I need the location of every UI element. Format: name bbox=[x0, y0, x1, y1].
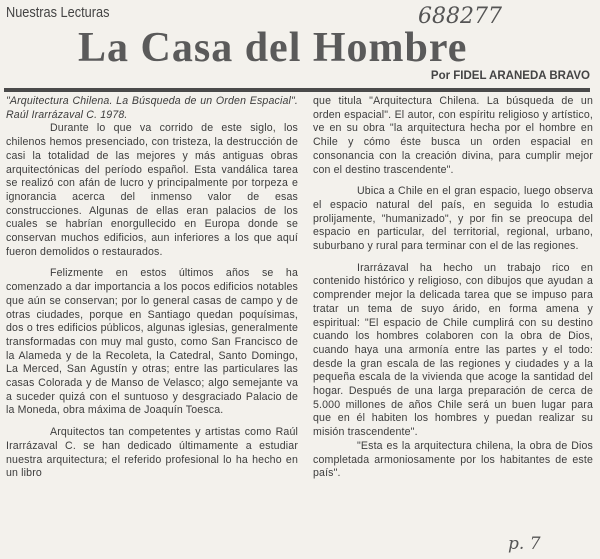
paragraph: Arquitectos tan competentes y artistas como Raúl Irarrázaval C. se han dedicado últimamente a estudiar nuestra arquitectura; el referido profesional lo ha hecho en un libro bbox=[6, 426, 298, 480]
paragraph: "Esta es la arquitectura chilena, la obra de Dios completada armoniosamente por los habitantes de este país". bbox=[313, 439, 593, 480]
header-divider bbox=[4, 88, 590, 92]
article-title: La Casa del Hombre bbox=[78, 25, 468, 71]
book-citation: "Arquitectura Chilena. La Búsqueda de un Orden Espacial". Raúl Irarrázaval C. 1978. bbox=[6, 95, 298, 121]
paragraph-continuation: que titula "Arquitectura Chilena. La búsqueda de un orden espacial". El autor, con espíritu religioso y artístico, ve en su obra "la arquitectura hecha por el hombre en Chile y cómo éste busca un orden espacial en consonancia con la creación divina, para cumplir mejor con el destino trascendente". bbox=[313, 95, 593, 176]
handwritten-reference-number: 688277 bbox=[418, 4, 502, 29]
paragraph: Ubica a Chile en el gran espacio, luego observa el espacio natural del país, en seguida lo estudia prolijamente, "humanizado", y por fin se preocupa del espacio en particular, del territorial, regional, urbano, suburbano y rural para terminar con el de las regiones. bbox=[313, 185, 593, 253]
paragraph: Felizmente en estos últimos años se ha comenzado a dar importancia a los pocos edificios notables que aún se conservan; por lo general casas de campo y de otras ciudades, porque en Santiago quedan poquísimas, dos o tres edificios públicos, algunas iglesias, generalmente transformadas con muy mal gusto, como San Francisco de la Alameda y de la Recoleta, la Catedral, Santo Domingo, La Merced, San Agustín y otras; entre las particulares las casas Colorada y de Manso de Velasco; algo semejante va a suceder quizá con el suntuoso y desgraciado Palacio de la Moneda, obra máxima de Joaquín Toesca. bbox=[6, 267, 298, 417]
handwritten-page-note: p. 7 bbox=[508, 534, 541, 554]
paragraph: Durante lo que va corrido de este siglo, los chilenos hemos presenciado, con tristeza, la destrucción de casi la totalidad de las mejores y más antiguas obras arquitectónicas del período español. Esta vandálica tarea se realizó con afán de lucro y principalmente por torpeza e ignorancia acerca del inmenso valor de esas construcciones. Algunas de ellas eran palacios de los cuales se habrían enorgullecido en Europa donde se conservan muchos edificios, aun inferiores a los que aquí fueron demolidos o restaurados. bbox=[6, 122, 298, 258]
right-column bbox=[313, 95, 593, 481]
byline: Por FIDEL ARANEDA BRAVO bbox=[430, 70, 590, 82]
section-label: Nuestras Lecturas bbox=[6, 4, 110, 21]
paragraph: Irarrázaval ha hecho un trabajo rico en contenido histórico y religioso, con dibujos que ayudan a comprender mejor la delicada tarea que se impuso para tratar un tema de suyo árido, en forma amena y espiritual: "El espacio de Chile cumplirá con su destino cuando los hombres colaboren con la obra de Dios, cuando haya una armonía entre las partes y el todo: desde la gran escala de las regiones y ciudades y a la pequeña escala de la vivienda que acoge la santidad del hogar. Después de una larga preparación de cerca de 5.000 millones de años Chile será un buen lugar para que en él habiten los hombres y puedan realizar su misión trascendente". bbox=[313, 261, 593, 439]
left-column bbox=[6, 95, 298, 481]
